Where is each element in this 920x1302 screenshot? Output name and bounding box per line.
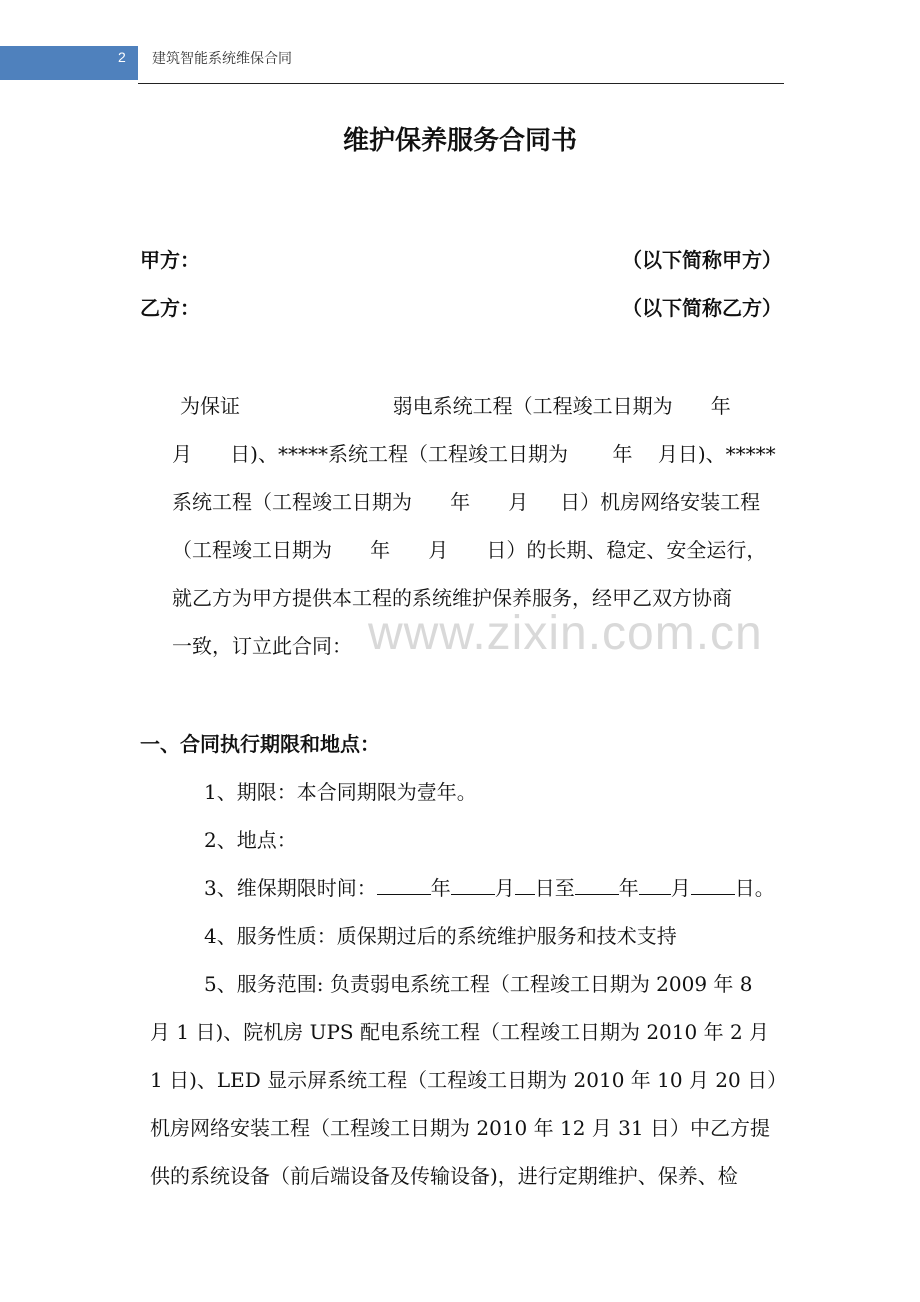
intro-line-6: 一致，订立此合同： xyxy=(172,634,352,658)
month-end-label: 月 xyxy=(670,876,691,900)
day-end-label: 日。 xyxy=(734,876,775,900)
section1-item2: 2、地点： xyxy=(204,828,297,852)
section1-item5-line4: 机房网络安装工程（工程竣工日期为 2010 年 12 月 31 日）中乙方提 xyxy=(150,1116,770,1140)
intro-line-2: 月 日)、*****系统工程（工程竣工日期为 年 月日)、***** xyxy=(172,442,776,466)
maint-period-label: 3、维保期限时间： xyxy=(204,876,377,900)
month-label: 月 xyxy=(494,876,515,900)
section1-item3 xyxy=(204,872,775,901)
section1-item5-line3: 1 日)、LED 显示屏系统工程（工程竣工日期为 2010 年 10 月 20 日） xyxy=(150,1068,788,1092)
intro-line-4: （工程竣工日期为 年 月 日）的长期、稳定、安全运行， xyxy=(172,538,767,562)
intro-line-1: 为保证 弱电系统工程（工程竣工日期为 年 xyxy=(180,394,731,418)
intro-line-3: 系统工程（工程竣工日期为 年 月 日）机房网络安装工程 xyxy=(172,490,761,514)
intro-line-5: 就乙方为甲方提供本工程的系统维护保养服务，经甲乙双方协商 xyxy=(172,586,732,610)
blank-day-start xyxy=(515,874,535,895)
blank-month-start xyxy=(451,874,495,895)
section1-item5-line1: 5、服务范围: 负责弱电系统工程（工程竣工日期为 2009 年 8 xyxy=(204,972,753,996)
page-number: 2 xyxy=(118,49,126,65)
header-divider xyxy=(138,83,784,84)
party-b-label: 乙方： xyxy=(140,296,200,320)
year-label: 年 xyxy=(430,876,451,900)
day-to-label: 日至 xyxy=(534,876,575,900)
section1-heading: 一、合同执行期限和地点： xyxy=(140,732,380,756)
party-a-note: （以下简称甲方） xyxy=(622,248,782,272)
blank-month-end xyxy=(639,874,671,895)
blank-year-start xyxy=(377,874,431,895)
blank-year-end xyxy=(575,874,619,895)
party-b-note: （以下简称乙方） xyxy=(622,296,782,320)
section1-item4: 4、服务性质：质保期过后的系统维护服务和技术支持 xyxy=(204,924,677,948)
watermark: www.zixin.com.cn xyxy=(368,607,763,660)
header-doc-title: 建筑智能系统维保合同 xyxy=(152,51,292,67)
year-end-label: 年 xyxy=(618,876,639,900)
blank-day-end xyxy=(691,874,735,895)
section1-item5-line5: 供的系统设备（前后端设备及传输设备)，进行定期维护、保养、检 xyxy=(150,1164,738,1188)
party-a-label: 甲方： xyxy=(140,248,200,272)
section1-item1: 1、期限：本合同期限为壹年。 xyxy=(204,780,477,804)
section1-item5-line2: 月 1 日)、院机房 UPS 配电系统工程（工程竣工日期为 2010 年 2 月 xyxy=(150,1020,770,1044)
contract-title: 维护保养服务合同书 xyxy=(342,126,577,156)
